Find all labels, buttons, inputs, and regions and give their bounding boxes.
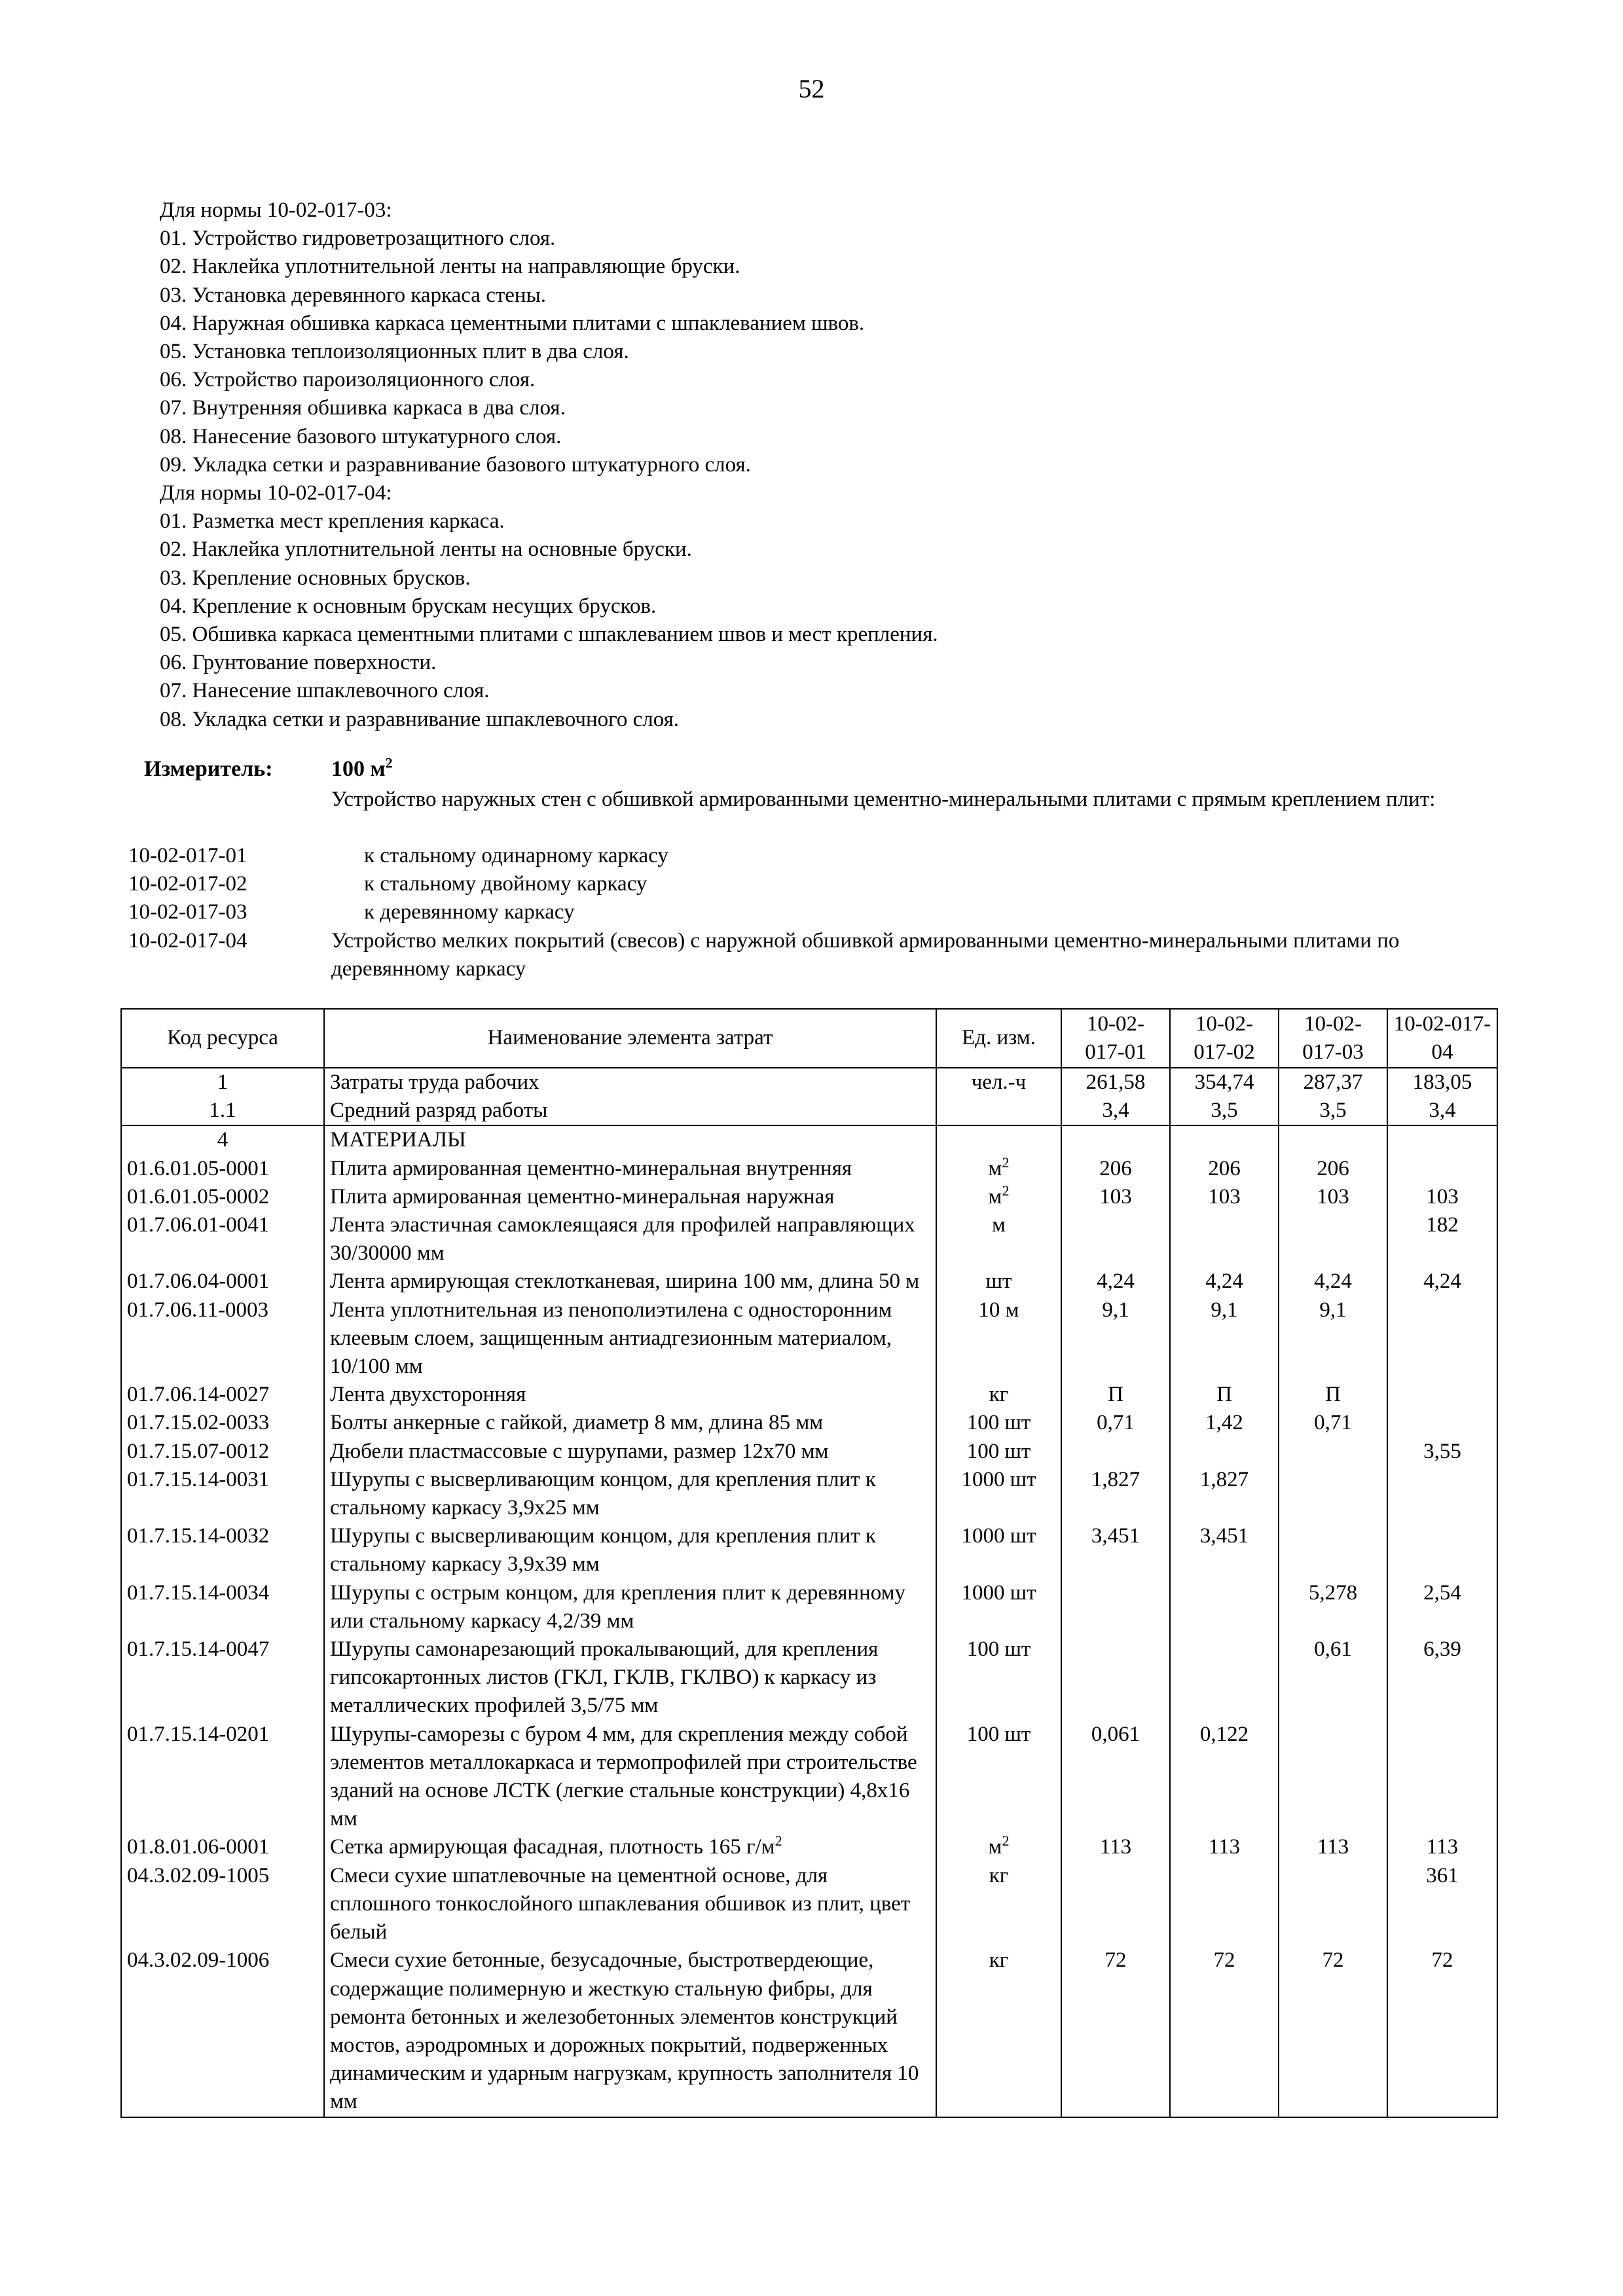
cell-value: 206 [1170,1155,1279,1183]
cell-code: 01.7.06.04-0001 [121,1267,324,1296]
cell-unit: $м^2$ [936,1183,1061,1211]
page-number: 52 [798,74,825,103]
cell-value [1387,1721,1497,1834]
cell-value: 9,1 [1061,1296,1170,1381]
operation-line: 02. Наклейка уплотнительной ленты на основные бруски. [160,538,692,562]
operation-line: 06. Устройство пароизоляционного слоя. [160,368,536,392]
cell-name: Плита армированная цементно-минеральная внутренняя [324,1155,936,1183]
cell-value [1387,1466,1497,1522]
norm-code: 10-02-017-04 [128,928,247,953]
cell-value: 5,278 [1279,1579,1387,1635]
measure-unit: 100 $м^2$ [331,754,393,781]
operation-line: 04. Наружная обшивка каркаса цементными плитами с шпаклеванием швов. [160,311,865,335]
header-code: Код ресурса [121,1009,324,1068]
table-row [121,1579,1497,1635]
cell-value [1387,1381,1497,1409]
cell-value [1061,1635,1170,1721]
cell-name: Шурупы-саморезы с буром 4 мм, для скрепления между собой элементов металлокаркаса и термопрофилей при строительстве зданий на основе ЛСТК (легкие стальные конструкции) 4,8х16 мм [324,1721,936,1834]
cell-unit [936,1097,1061,1125]
cell-value [1170,1125,1279,1154]
operation-line: 07. Внутренняя обшивка каркаса в два слоя. [160,396,566,420]
norm-row [128,870,1503,898]
cell-code: 01.7.15.14-0201 [121,1721,324,1834]
table-row [121,1833,1497,1861]
cell-value: 6,39 [1387,1635,1497,1721]
cell-value [1170,1635,1279,1721]
cell-unit: 1000 шт [936,1579,1061,1635]
norm-row [128,927,1503,983]
table-row [121,1267,1497,1296]
cell-value: 103 [1061,1183,1170,1211]
cell-value: 1,827 [1061,1466,1170,1522]
operation-line: 03. Крепление основных брусков. [160,566,471,590]
norm-code: 10-02-017-03 [128,900,247,924]
operation-line: 06. Грунтование поверхности. [160,651,437,675]
cell-name: Лента двухсторонняя [324,1381,936,1409]
cell-value [1061,1125,1170,1154]
header-norm-3: 10-02-017-03 [1279,1009,1387,1068]
cell-value: 0,71 [1061,1409,1170,1437]
cell-name: Затраты труда рабочих [324,1068,936,1097]
cell-unit: $м^2$ [936,1833,1061,1861]
cell-value: 182 [1387,1211,1497,1267]
norm-text: к стальному двойному каркасу [364,872,647,896]
cell-value: 3,5 [1170,1097,1279,1125]
measure-label: Измеритель: [144,757,273,781]
cell-name: Болты анкерные с гайкой, диаметр 8 мм, длина 85 мм [324,1409,936,1437]
cell-value: П [1170,1381,1279,1409]
norm-text: к деревянному каркасу [364,900,575,924]
table-row [121,1522,1497,1578]
cell-code: 1 [121,1068,324,1097]
cell-value: 103 [1279,1183,1387,1211]
table-row [121,1862,1497,1947]
header-norm-4: 10-02-017-04 [1387,1009,1497,1068]
cell-value: 361 [1387,1862,1497,1947]
cell-value [1279,1721,1387,1834]
cell-value [1170,1438,1279,1466]
cell-unit: 100 шт [936,1635,1061,1721]
cell-value: 103 [1387,1183,1497,1211]
table-row [121,1296,1497,1381]
norm-row [128,842,1503,870]
table-row [121,1068,1497,1097]
cell-value [1061,1862,1170,1947]
cell-value: 3,4 [1387,1097,1497,1125]
cell-value [1279,1862,1387,1947]
norm-text: к стальному одинарному каркасу [364,844,668,867]
cell-value: 0,71 [1279,1409,1387,1437]
cell-name: Шурупы самонарезающий прокалывающий, для крепления гипсокартонных листов (ГКЛ, ГКЛВ, ГКЛВО) к каркасу из металлических профилей 3,5/75 мм [324,1635,936,1721]
cell-value: 103 [1170,1183,1279,1211]
table-row [121,1155,1497,1183]
header-norm-2: 10-02-017-02 [1170,1009,1279,1068]
cell-value: 0,61 [1279,1635,1387,1721]
cell-value [1387,1522,1497,1578]
cell-unit: шт [936,1267,1061,1296]
cell-value: 4,24 [1387,1267,1497,1296]
cell-value: 72 [1061,1946,1170,2117]
cell-value [1061,1211,1170,1267]
norm-code: 10-02-017-02 [128,872,247,896]
cell-name: Сетка армирующая фасадная, плотность 165 $г/м^2$ [324,1833,936,1861]
cell-value [1170,1862,1279,1947]
cell-code: 1.1 [121,1097,324,1125]
cell-code: 01.8.01.06-0001 [121,1833,324,1861]
cell-value: 113 [1387,1833,1497,1861]
cell-value: 0,122 [1170,1721,1279,1834]
cell-value: 9,1 [1279,1296,1387,1381]
cell-unit: м [936,1211,1061,1267]
norm-row [128,898,1503,926]
cell-value: 261,58 [1061,1068,1170,1097]
cell-value [1170,1579,1279,1635]
cell-value [1279,1125,1387,1154]
cell-value [1387,1296,1497,1381]
cell-value: 183,05 [1387,1068,1497,1097]
cell-value [1279,1466,1387,1522]
cell-value [1387,1125,1497,1154]
table-row [121,1438,1497,1466]
norm-code: 10-02-017-01 [128,844,247,867]
cell-value: 4,24 [1279,1267,1387,1296]
header-norm-1: 10-02-017-01 [1061,1009,1170,1068]
cell-code: 01.6.01.05-0001 [121,1155,324,1183]
operation-line: 09. Укладка сетки и разравнивание базового штукатурного слоя. [160,452,751,477]
cell-name: Шурупы с высверливающим концом, для крепления плит к стальному каркасу 3,9х25 мм [324,1466,936,1522]
table-row [121,1125,1497,1154]
cell-value: 206 [1061,1155,1170,1183]
cell-value: 72 [1279,1946,1387,2117]
cell-unit: кг [936,1946,1061,2117]
cell-code: 01.7.06.11-0003 [121,1296,324,1381]
cell-unit: 10 м [936,1296,1061,1381]
cell-code: 01.7.15.14-0047 [121,1635,324,1721]
cell-value [1170,1211,1279,1267]
cell-value: 3,4 [1061,1097,1170,1125]
cell-unit: кг [936,1862,1061,1947]
cell-value: 1,42 [1170,1409,1279,1437]
norm-list [128,842,1503,983]
cell-name: Шурупы с острым концом, для крепления плит к деревянному или стальному каркасу 4,2/39 мм [324,1579,936,1635]
cell-unit: 100 шт [936,1721,1061,1834]
cell-value [1061,1438,1170,1466]
cell-name: МАТЕРИАЛЫ [324,1125,936,1154]
cell-value: 113 [1279,1833,1387,1861]
cell-value: 3,451 [1061,1522,1170,1578]
table-row [121,1946,1497,2117]
cell-name: Средний разряд работы [324,1097,936,1125]
cell-value: 287,37 [1279,1068,1387,1097]
cell-value [1061,1579,1170,1635]
operation-line: 08. Укладка сетки и разравнивание шпаклевочного слоя. [160,707,680,731]
cell-value: 72 [1387,1946,1497,2117]
table-row [121,1409,1497,1437]
norm-title: Устройство наружных стен с обшивкой армированными цементно-минеральными плитами с прямым креплением плит: [331,788,1436,811]
table-row [121,1211,1497,1267]
cell-value: 113 [1061,1833,1170,1861]
operation-line: 07. Нанесение шпаклевочного слоя. [160,679,490,703]
cell-value: 1,827 [1170,1466,1279,1522]
cell-value: 3,55 [1387,1438,1497,1466]
resources-table [120,1008,1498,2118]
operation-line: 08. Нанесение базового штукатурного слоя. [160,424,562,448]
operation-line: 03. Установка деревянного каркаса стены. [160,283,546,307]
operation-line: 05. Обшивка каркаса цементными плитами с шпаклеванием швов и мест крепления. [160,623,938,647]
cell-value [1279,1211,1387,1267]
cell-unit: кг [936,1381,1061,1409]
cell-name: Дюбели пластмассовые с шурупами, размер 12х70 мм [324,1438,936,1466]
table-row [121,1381,1497,1409]
cell-unit: 100 шт [936,1409,1061,1437]
cell-unit: 1000 шт [936,1522,1061,1578]
operation-line: 04. Крепление к основным брускам несущих брусков. [160,594,657,618]
cell-value: 72 [1170,1946,1279,2117]
cell-value: 3,451 [1170,1522,1279,1578]
operation-line: 01. Устройство гидроветрозащитного слоя. [160,227,556,251]
operation-line: 01. Разметка мест крепления каркаса. [160,509,505,534]
cell-code: 4 [121,1125,324,1154]
cell-name: Шурупы с высверливающим концом, для крепления плит к стальному каркасу 3,9х39 мм [324,1522,936,1578]
cell-unit: $м^2$ [936,1155,1061,1183]
cell-value: 3,5 [1279,1097,1387,1125]
cell-value: П [1061,1381,1170,1409]
operation-line: 02. Наклейка уплотнительной ленты на направляющие бруски. [160,255,740,279]
cell-name: Смеси сухие бетонные, безусадочные, быстротвердеющие, содержащие полимерную и жесткую стальную фибры, для ремонта бетонных и железобетонных элементов конструкций мостов, аэродромных и дорожных покрытий, подверженных динамическим и ударным нагрузкам, крупность заполнителя 10 мм [324,1946,936,2117]
cell-name: Лента армирующая стеклотканевая, ширина 100 мм, длина 50 м [324,1267,936,1296]
operations-list [160,196,1469,734]
cell-value: 0,061 [1061,1721,1170,1834]
cell-code: 01.7.15.14-0034 [121,1579,324,1635]
cell-value [1387,1409,1497,1437]
operation-line: Для нормы 10-02-017-03: [160,198,392,222]
cell-value: П [1279,1381,1387,1409]
cell-value [1279,1522,1387,1578]
cell-code: 04.3.02.09-1005 [121,1862,324,1947]
cell-unit: 100 шт [936,1438,1061,1466]
table-row [121,1721,1497,1834]
cell-name: Лента уплотнительная из пенополиэтилена с односторонним клеевым слоем, защищенным антиадгезионным материалом, 10/100 мм [324,1296,936,1381]
table-row [121,1466,1497,1522]
cell-value [1279,1438,1387,1466]
table-row [121,1183,1497,1211]
cell-value: 206 [1279,1155,1387,1183]
cell-name: Лента эластичная самоклеящаяся для профилей направляющих 30/30000 мм [324,1211,936,1267]
cell-unit: 1000 шт [936,1466,1061,1522]
cell-name: Смеси сухие шпатлевочные на цементной основе, для сплошного тонкослойного шпаклевания обшивок из плит, цвет белый [324,1862,936,1947]
cell-code: 01.7.15.02-0033 [121,1409,324,1437]
operation-line: 05. Установка теплоизоляционных плит в два слоя. [160,340,629,364]
cell-name: Плита армированная цементно-минеральная наружная [324,1183,936,1211]
cell-value: 4,24 [1170,1267,1279,1296]
cell-code: 01.7.15.14-0031 [121,1466,324,1522]
cell-code: 01.7.15.07-0012 [121,1438,324,1466]
table-row [121,1097,1497,1125]
cell-value: 2,54 [1387,1579,1497,1635]
cell-unit: чел.-ч [936,1068,1061,1097]
cell-value: 9,1 [1170,1296,1279,1381]
norm-text: Устройство мелких покрытий (свесов) с наружной обшивкой армированными цементно-минеральными плитами по деревянному каркасу [331,928,1400,981]
cell-code: 01.7.06.14-0027 [121,1381,324,1409]
cell-value: 4,24 [1061,1267,1170,1296]
cell-code: 01.7.06.01-0041 [121,1211,324,1267]
header-name: Наименование элемента затрат [324,1009,936,1068]
cell-code: 01.6.01.05-0002 [121,1183,324,1211]
cell-value: 354,74 [1170,1068,1279,1097]
operation-line: Для нормы 10-02-017-04: [160,481,392,505]
cell-value [1387,1155,1497,1183]
cell-value: 113 [1170,1833,1279,1861]
cell-code: 01.7.15.14-0032 [121,1522,324,1578]
table-row [121,1635,1497,1721]
cell-code: 04.3.02.09-1006 [121,1946,324,2117]
header-unit: Ед. изм. [936,1009,1061,1068]
cell-unit [936,1125,1061,1154]
table-header-row [121,1009,1497,1068]
